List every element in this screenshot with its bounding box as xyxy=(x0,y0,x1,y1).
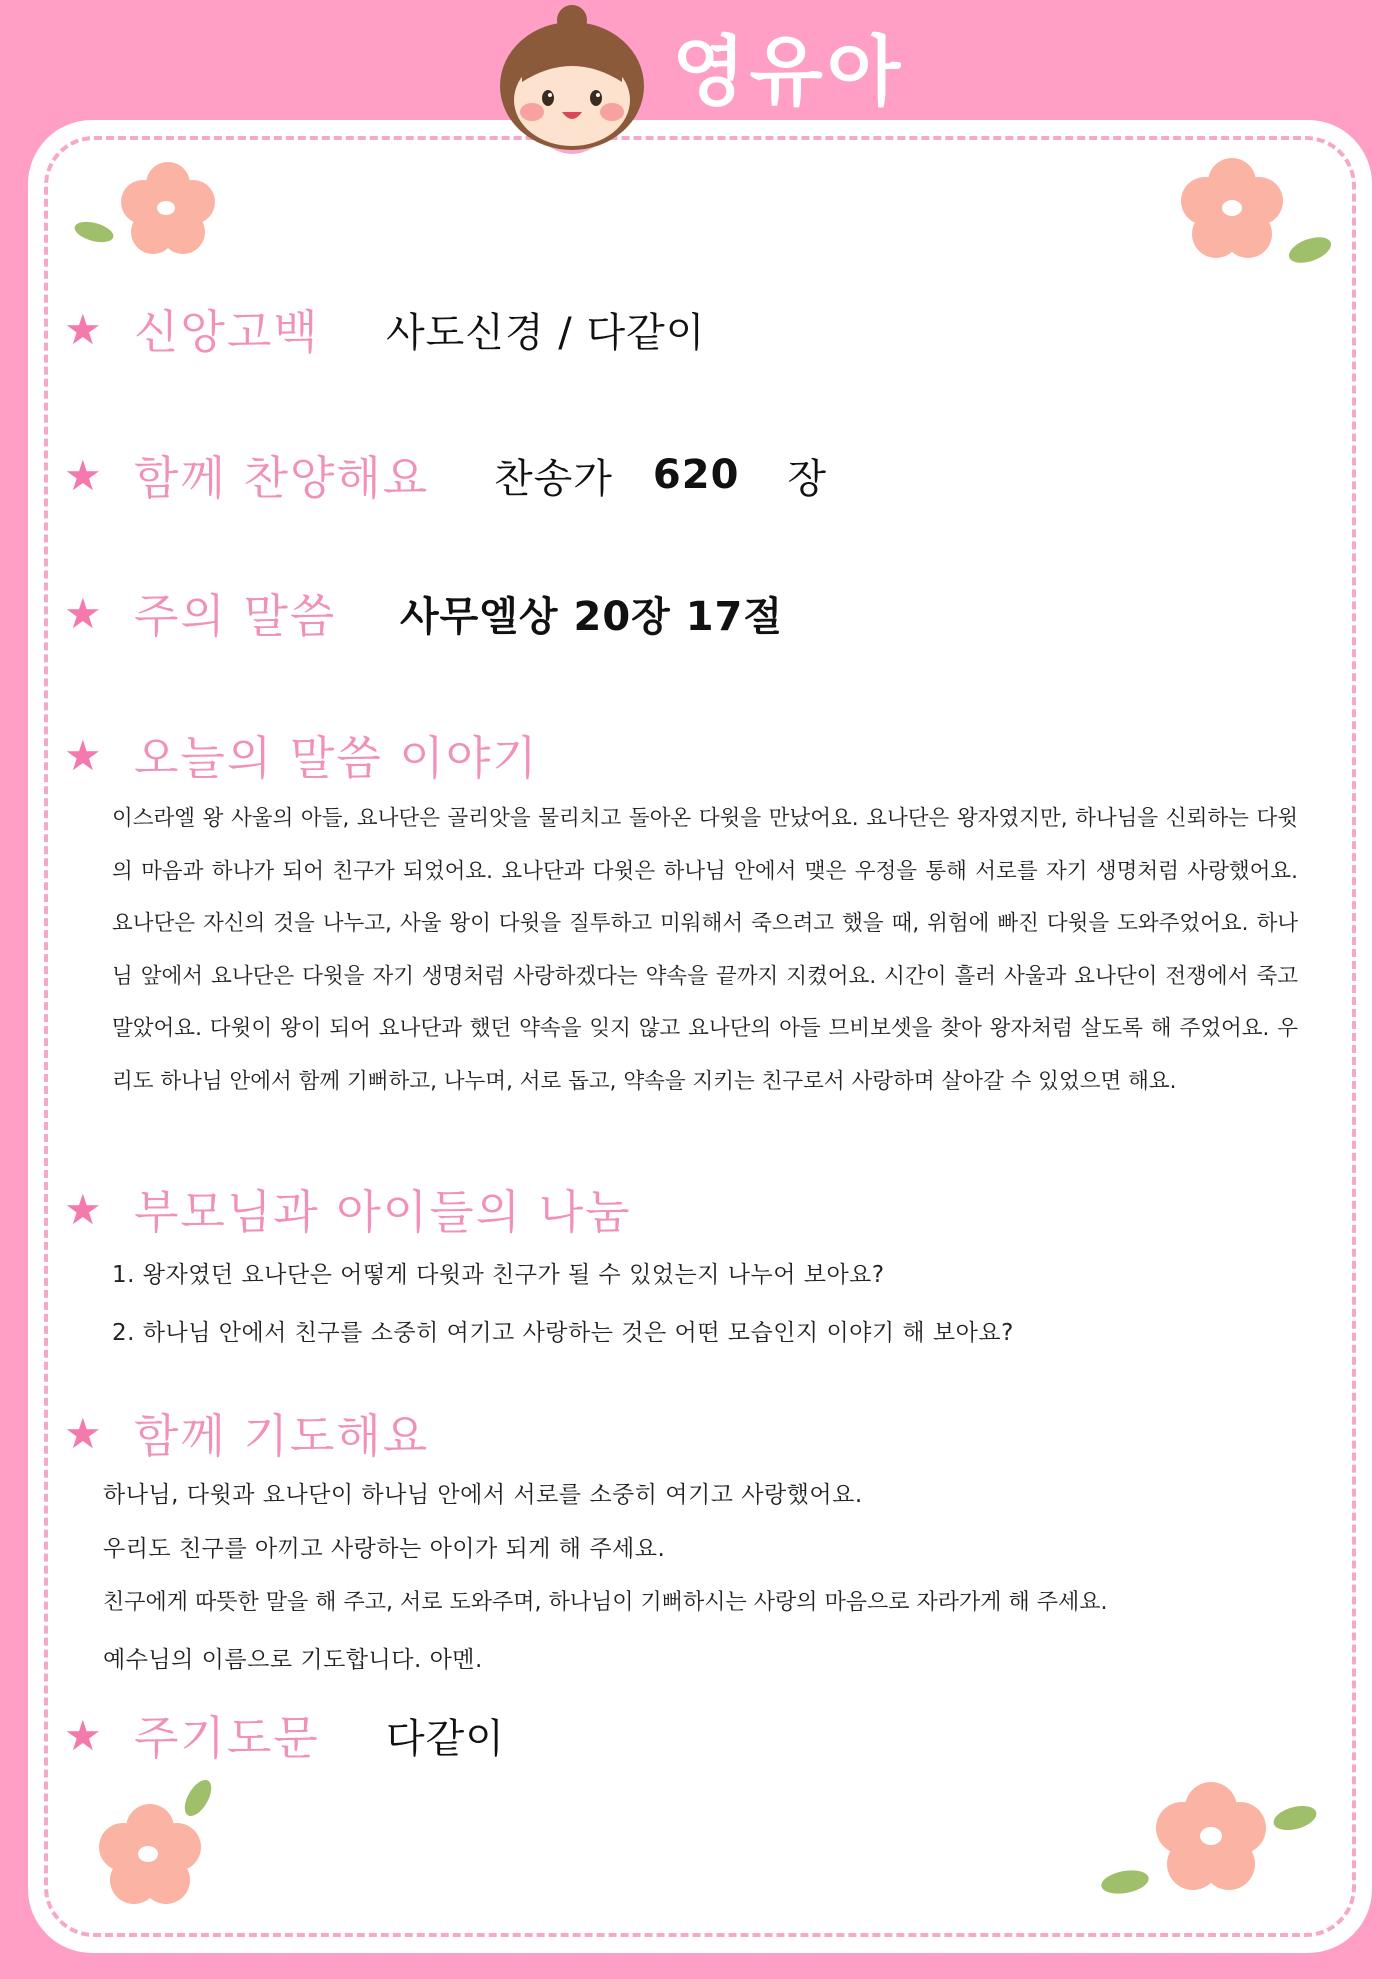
hymn-number: 620 xyxy=(652,452,740,498)
section-hymn xyxy=(64,442,827,508)
section-story xyxy=(64,722,539,788)
prayer-line: 친구에게 따뜻한 말을 해 주고, 서로 도와주며, 하나님이 기뻐하시는 사랑의 마음으로 자라가게 해 주세요. xyxy=(103,1590,1108,1615)
hymn-unit: 장 xyxy=(787,455,828,502)
star-icon: ★ xyxy=(64,588,102,638)
flower-icon xyxy=(1160,150,1340,275)
prayer-line: 예수님의 이름으로 기도합니다. 아멘. xyxy=(103,1647,483,1673)
section-sharing xyxy=(64,1176,632,1242)
list-item: 1. 왕자였던 요나단은 어떻게 다윗과 친구가 될 수 있었는지 나누어 보아요? xyxy=(112,1262,885,1288)
story-paragraph: 이스라엘 왕 사울의 아들, 요나단은 골리앗을 물리치고 돌아온 다윗을 만났어요. 요나단은 왕자였지만, 하나님을 신뢰하는 다윗의 마음과 하나가 되어 친구가 되었어요. 요나단과 다윗은 하나님 안에서 맺은 우정을 통해 서로를 자기 생명처럼 사랑했어요. 요나단은 자신의 것을 나누고, 사울 왕이 다윗을 질투하고 미워해서 죽으려고 했을 때, 위험에 빠진 다윗을 도와주었어요. 하나님 앞에서 요나단은 다윗을 자기 생명처럼 사랑하겠다는 약속을 끝까지 지켰어요. 시간이 흘러 사울과 요나단이 전쟁에서 죽고 말았어요. 다윗이 왕이 되어 요나단과 했던 약속을 잊지 않고 요나단의 아들 므비보셋을 찾아 왕자처럼 살도록 해 주었어요. 우리도 하나님 안에서 함께 기뻐하고, 나누며, 서로 돕고, 약속을 지키는 친구로서 사랑하며 살아갈 수 있었으면 해요. xyxy=(112,806,1298,1094)
star-icon: ★ xyxy=(64,1408,102,1458)
star-icon: ★ xyxy=(64,1184,102,1234)
section-heading: 함께 기도해요 xyxy=(134,1409,430,1463)
flower-icon xyxy=(68,154,228,264)
star-icon: ★ xyxy=(64,450,102,500)
section-prayer xyxy=(64,1400,429,1466)
section-scripture xyxy=(64,580,783,646)
list-item: 2. 하나님 안에서 친구를 소중히 여기고 사랑하는 것은 어떤 모습인지 이야기 해 보아요? xyxy=(112,1320,1014,1346)
section-heading: 주기도문 xyxy=(134,1711,320,1765)
prayer-line: 하나님, 다윗과 요나단이 하나님 안에서 서로를 소중히 여기고 사랑했어요. xyxy=(103,1482,863,1508)
hymn-label: 찬송가 xyxy=(494,455,613,502)
section-value: 다같이 xyxy=(386,1715,505,1762)
page-title: 영유아 xyxy=(672,27,905,116)
flower-icon xyxy=(1095,1770,1325,1910)
section-heading: 함께 찬양해요 xyxy=(134,451,430,505)
section-value: 사무엘상 20장 17절 xyxy=(400,593,784,640)
section-heading: 오늘의 말씀 이야기 xyxy=(134,731,539,785)
section-value: 사도신경 / 다같이 xyxy=(386,309,706,356)
star-icon: ★ xyxy=(64,730,102,780)
section-creed xyxy=(64,296,705,362)
section-lords-prayer xyxy=(64,1702,505,1768)
flower-icon xyxy=(78,1770,228,1910)
baby-girl-icon xyxy=(482,0,662,180)
prayer-line: 우리도 친구를 아끼고 사랑하는 아이가 되게 해 주세요. xyxy=(103,1536,666,1562)
star-icon: ★ xyxy=(64,304,102,354)
section-heading: 부모님과 아이들의 나눔 xyxy=(134,1185,632,1239)
section-heading: 주의 말씀 xyxy=(134,589,337,643)
star-icon: ★ xyxy=(64,1710,102,1760)
section-heading: 신앙고백 xyxy=(134,305,320,359)
